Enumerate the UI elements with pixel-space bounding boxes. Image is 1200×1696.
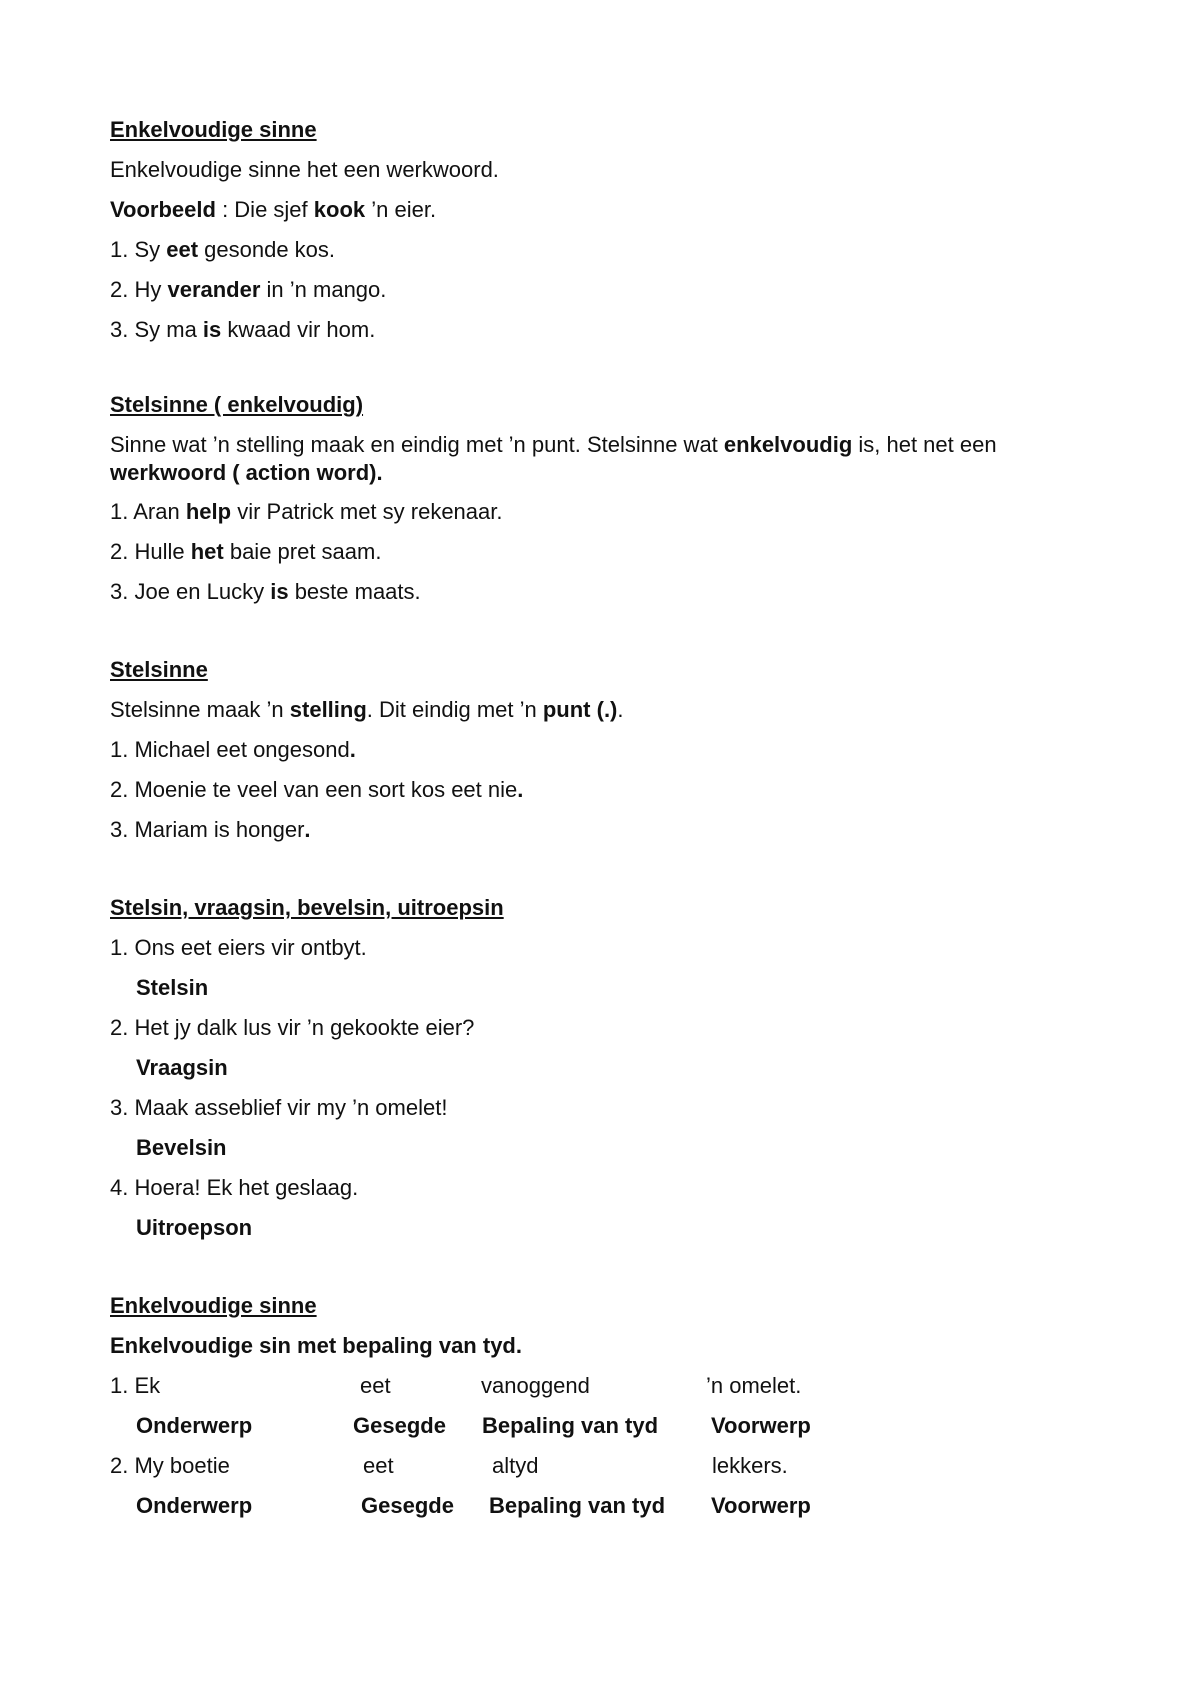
list-item: 2. Het jy dalk lus vir ’n gekookte eier?	[110, 1015, 475, 1040]
list-item: 1. Michael eet ongesond.	[110, 737, 356, 762]
section-heading: Enkelvoudige sinne	[110, 1293, 317, 1318]
list-item: 1. Ons eet eiers vir ontbyt.	[110, 935, 367, 960]
intro-text: Enkelvoudige sinne het een werkwoord.	[110, 157, 499, 182]
list-item: 3. Maak asseblief vir my ’n omelet!	[110, 1095, 448, 1120]
example-line: Voorbeeld : Die sjef kook ’n eier.	[110, 197, 437, 222]
list-item: 2. Moenie te veel van een sort kos eet nie.	[110, 777, 524, 802]
subheading: Enkelvoudige sin met bepaling van tyd.	[110, 1333, 522, 1358]
sentence-parts-row: 1. Ek eet vanoggend ’n omelet.	[110, 1373, 802, 1398]
list-item: 2. Hy verander in ’n mango.	[110, 277, 387, 302]
example-label: Voorbeeld	[110, 197, 216, 222]
list-item: 2. Hulle het baie pret saam.	[110, 539, 382, 564]
list-item: 1. Aran help vir Patrick met sy rekenaar.	[110, 499, 503, 524]
intro-text: Stelsinne maak ’n stelling. Dit eindig met ’n punt (.).	[110, 697, 624, 722]
list-item: 3. Sy ma is kwaad vir hom.	[110, 317, 376, 342]
list-item: 1. Sy eet gesonde kos.	[110, 237, 336, 262]
sentence-type-label: Uitroepson	[136, 1215, 253, 1240]
list-item: 3. Joe en Lucky is beste maats.	[110, 579, 421, 604]
section-stelsinne	[110, 656, 1110, 844]
document-page	[110, 116, 1110, 1570]
section-enkelvoudige-sinne	[110, 116, 1110, 344]
list-item: 4. Hoera! Ek het geslaag.	[110, 1175, 359, 1200]
section-heading: Enkelvoudige sinne	[110, 117, 317, 142]
sentence-type-label: Bevelsin	[136, 1135, 227, 1160]
sentence-parts-row: 2. My boetie eet altyd lekkers.	[110, 1453, 788, 1478]
sentence-type-label: Vraagsin	[136, 1055, 228, 1080]
section-heading: Stelsinne ( enkelvoudig)	[110, 392, 364, 417]
sentence-labels-row: Onderwerp Gesegde Bepaling van tyd Voorwerp	[136, 1493, 811, 1518]
section-stelsinne-enkelvoudig	[110, 391, 1110, 606]
intro-text: Sinne wat ’n stelling maak en eindig met ’n punt. Stelsinne wat enkelvoudig is, het net een werkwoord ( action word).	[110, 432, 997, 485]
section-heading: Stelsinne	[110, 657, 208, 682]
section-bepaling-van-tyd	[110, 1292, 1110, 1520]
list-item: 3. Mariam is honger.	[110, 817, 311, 842]
sentence-labels-row: Onderwerp Gesegde Bepaling van tyd Voorwerp	[136, 1413, 811, 1438]
sentence-type-label: Stelsin	[136, 975, 209, 1000]
section-sentence-types	[110, 894, 1110, 1242]
section-heading: Stelsin, vraagsin, bevelsin, uitroepsin	[110, 895, 504, 920]
